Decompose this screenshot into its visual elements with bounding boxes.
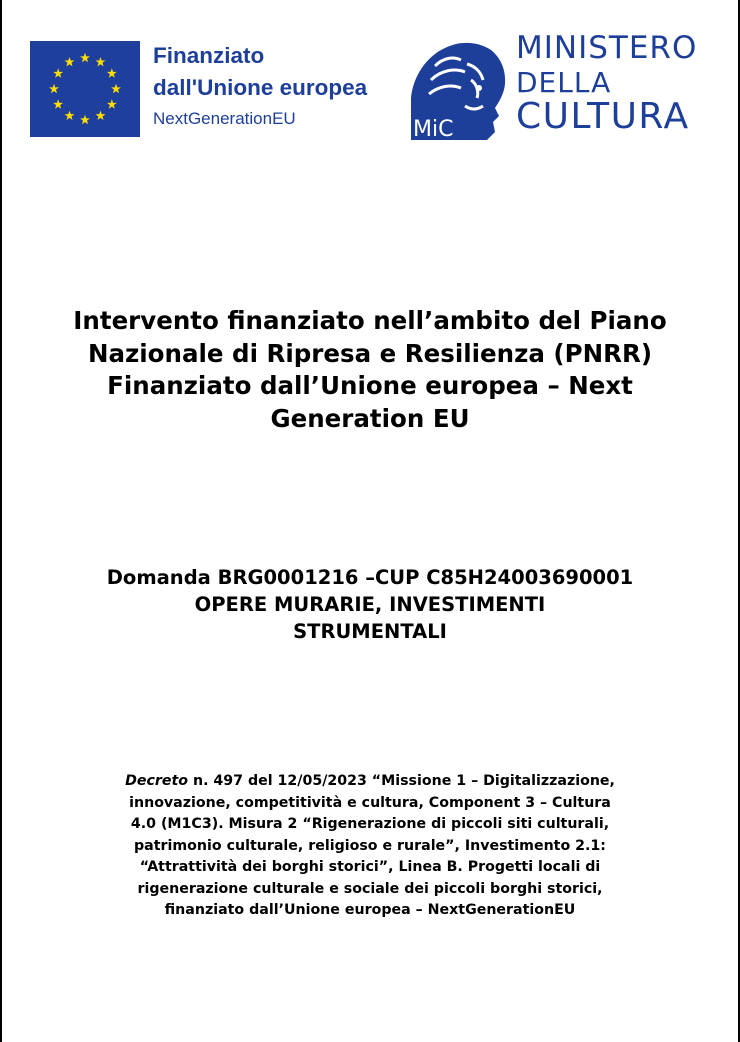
eu-star-icon <box>107 99 117 108</box>
ministero-line2: DELLA <box>516 66 612 99</box>
eu-star-icon <box>53 68 63 77</box>
ministero-label <box>516 30 698 137</box>
decreto-line: “Attrattività dei borghi storici”, Linea B. Progetti locali di <box>139 859 601 875</box>
domanda-line: OPERE MURARIE, INVESTIMENTI <box>194 593 546 616</box>
mic-mark-text: MiC <box>413 117 454 142</box>
eu-label-line3: NextGenerationEU <box>153 109 296 128</box>
eu-star-icon <box>107 68 117 77</box>
eu-star-icon <box>80 115 90 124</box>
eu-star-icon <box>111 84 121 93</box>
domanda-line: Domanda BRG0001216 –CUP C85H24003690001 <box>106 566 634 589</box>
application-heading <box>40 564 700 645</box>
title-line: Nazionale di Ripresa e Resilienza (PNRR) <box>87 338 653 368</box>
eu-star-icon <box>65 57 75 66</box>
eu-star-icon <box>96 57 106 66</box>
title-line: Intervento finanziato nell’ambito del Piano <box>73 306 667 335</box>
eu-label-line1: Finanziato <box>153 43 265 68</box>
decreto-line: rigenerazione culturale e sociale dei piccoli borghi storici, <box>137 880 603 897</box>
decreto-line: patrimonio culturale, religioso e rurale”, Investimento 2.1: <box>134 837 606 854</box>
eu-star-icon <box>80 53 90 62</box>
document-title <box>40 305 700 435</box>
eu-star-icon <box>65 111 75 120</box>
mic-logo-icon <box>405 36 511 142</box>
eu-star-icon <box>49 84 59 93</box>
decreto-line-text: n. 497 del 12/05/2023 “Missione 1 – Digitalizzazione, <box>188 773 615 789</box>
decreto-italic-word: Decreto <box>125 773 189 789</box>
decreto-line: finanziato dall’Unione europea – NextGenerationEU <box>164 902 576 918</box>
ministero-line1: MINISTERO <box>516 30 698 66</box>
eu-star-icon <box>96 111 106 120</box>
decree-paragraph <box>40 771 700 922</box>
eu-flag-icon <box>30 41 140 137</box>
eu-funding-label <box>153 40 367 134</box>
domanda-line: STRUMENTALI <box>293 620 447 643</box>
decreto-line: 4.0 (M1C3). Misura 2 “Rigenerazione di piccoli siti culturali, <box>130 816 610 832</box>
eu-star-icon <box>53 99 63 108</box>
title-line: Finanziato dall’Unione europea – Next <box>107 371 633 400</box>
title-line: Generation EU <box>270 403 470 433</box>
ministero-line3: CULTURA <box>516 96 690 137</box>
decreto-line <box>40 771 700 793</box>
decreto-line: innovazione, competitività e cultura, Component 3 – Cultura <box>129 794 611 811</box>
eu-label-line2: dall'Unione europea <box>153 75 368 100</box>
